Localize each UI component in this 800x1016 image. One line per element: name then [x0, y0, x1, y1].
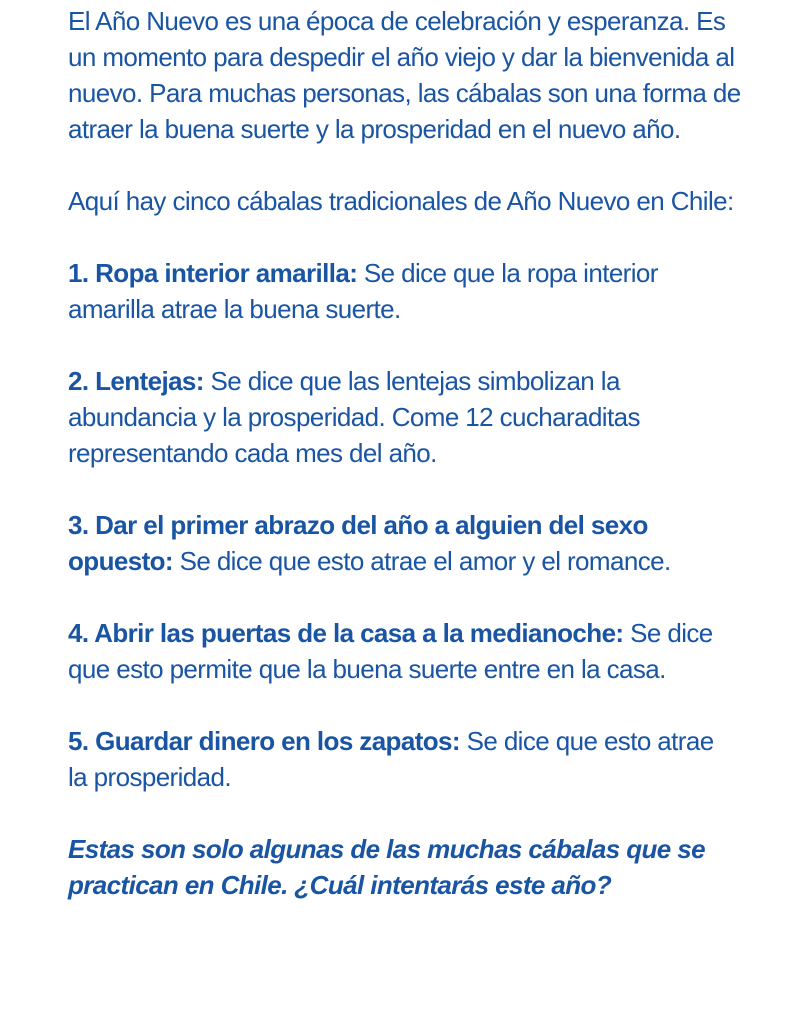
list-item-text: Se dice que esto atrae la prosperidad.: [68, 726, 714, 792]
list-item-label: 1. Ropa interior amarilla:: [68, 258, 358, 288]
list-item-text: Se dice que esto atrae el amor y el romance.: [172, 546, 671, 576]
list-item-text: Se dice que las lentejas simbolizan la abundancia y la prosperidad. Come 12 cucharaditas representando cada mes del año.: [68, 366, 640, 468]
list-item-text: Se dice que esto permite que la buena suerte entre en la casa.: [68, 618, 713, 684]
spacer: [68, 147, 760, 183]
list-item-label: 5. Guardar dinero en los zapatos:: [68, 726, 460, 756]
intro-paragraph: El Año Nuevo es una época de celebración y esperanza. Es un momento para despedir el año viejo y dar la bienvenida al nuevo. Para muchas personas, las cábalas son una forma de atraer la buena suerte y la prosperidad en el nuevo año.: [68, 6, 741, 144]
spacer: [68, 687, 760, 723]
spacer: [68, 471, 760, 507]
list-item-ropa-interior: [68, 255, 718, 327]
list-item-text: Se dice que la ropa interior amarilla atrae la buena suerte.: [68, 258, 658, 324]
list-item-label: 4. Abrir las puertas de la casa a la medianoche:: [68, 618, 624, 648]
list-lead: Aquí hay cinco cábalas tradicionales de Año Nuevo en Chile:: [68, 186, 734, 216]
list-item-abrir-puertas: [68, 615, 718, 687]
list-item-lentejas: [68, 363, 718, 471]
list-item-guardar-dinero: [68, 723, 718, 795]
spacer: [68, 579, 760, 615]
list-item-label: 2. Lentejas:: [68, 366, 204, 396]
spacer: [68, 327, 760, 363]
spacer: [68, 219, 760, 255]
list-item-primer-abrazo: [68, 507, 718, 579]
list-item-label: 3. Dar el primer abrazo del año a alguien del sexo opuesto:: [68, 510, 648, 576]
spacer: [68, 795, 760, 831]
closing-question: Estas son solo algunas de las muchas cábalas que se practican en Chile. ¿Cuál intentarás este año?: [68, 834, 706, 900]
